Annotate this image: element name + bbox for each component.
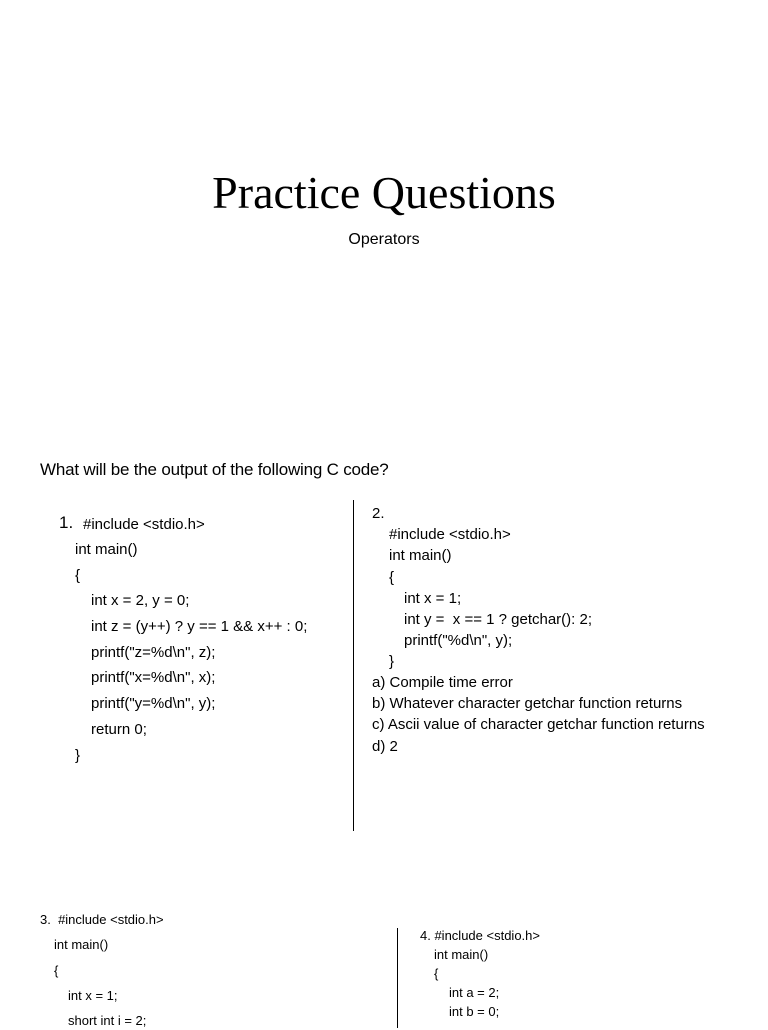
code-line: #include <stdio.h> [389, 526, 511, 543]
slide-title: Practice Questions [212, 167, 556, 218]
code-line: { [75, 567, 81, 584]
code-line: int main() [54, 937, 109, 952]
code-line: int main() [434, 947, 489, 962]
column-divider [353, 500, 354, 831]
code-line: 3. #include <stdio.h> [40, 912, 164, 927]
question-1-number: 1. [59, 513, 74, 532]
code-line: int b = 0; [449, 1004, 500, 1019]
code-line: } [75, 747, 81, 764]
code-line: { [54, 963, 59, 978]
code-line: #include <stdio.h> [83, 516, 205, 533]
answer-option: a) Compile time error [372, 674, 513, 691]
code-line: int main() [75, 541, 138, 558]
question-2-number: 2. [372, 505, 385, 522]
column-divider-lower [397, 928, 398, 1028]
code-line: printf("z=%d\n", z); [91, 644, 216, 661]
code-line: int x = 1; [404, 590, 462, 607]
code-line: printf("%d\n", y); [404, 632, 513, 649]
code-line: int y = x == 1 ? getchar(): 2; [404, 611, 593, 628]
answer-option: b) Whatever character getchar function returns [372, 695, 683, 712]
code-line: int main() [389, 547, 452, 564]
code-line: int a = 2; [449, 985, 500, 1000]
code-line: short int i = 2; [68, 1013, 147, 1028]
code-line: } [389, 653, 395, 670]
code-line: return 0; [91, 721, 147, 738]
code-line: { [434, 966, 439, 981]
code-line: printf("y=%d\n", y); [91, 695, 216, 712]
code-line: int z = (y++) ? y == 1 && x++ : 0; [91, 618, 308, 635]
code-line: 4. #include <stdio.h> [420, 928, 540, 943]
code-line: int x = 2, y = 0; [91, 592, 190, 609]
slide-subtitle: Operators [348, 231, 420, 248]
code-line: int x = 1; [68, 988, 118, 1003]
code-line: { [389, 569, 395, 586]
answer-option: c) Ascii value of character getchar function returns [372, 716, 705, 733]
question-prompt: What will be the output of the following C code? [40, 460, 389, 479]
answer-option: d) 2 [372, 738, 398, 755]
code-line: printf("x=%d\n", x); [91, 669, 216, 686]
